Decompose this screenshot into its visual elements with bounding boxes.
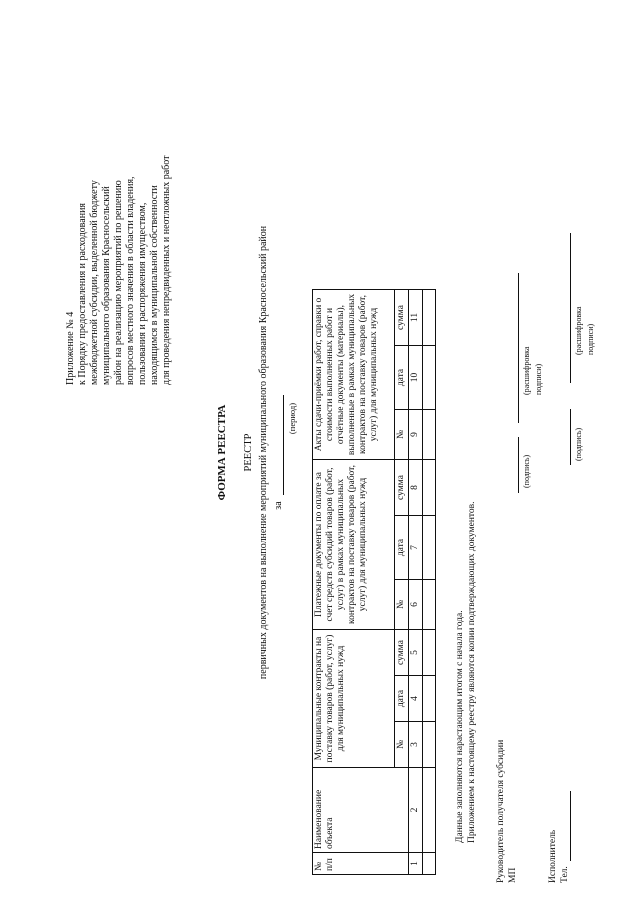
index-cell: 9: [409, 410, 423, 460]
appendix-line: район на реализацию мероприятий по решению: [113, 180, 124, 385]
head-signature-line: [507, 437, 519, 493]
sub-sum: сумма: [395, 460, 409, 516]
index-cell: 7: [409, 516, 423, 580]
phone-label: Тел.: [560, 866, 570, 883]
sub-date: дата: [395, 346, 409, 410]
head-signature-caption: (подпись): [522, 454, 531, 488]
appendix-line: муниципального образования Красносельский: [101, 186, 112, 385]
index-cell: 3: [409, 722, 423, 768]
registry-title: РЕЕСТР: [243, 433, 254, 472]
period-caption: (период): [287, 402, 297, 435]
executor-signature-line: [559, 409, 571, 465]
head-decode-caption: (расшифровка подписи): [522, 346, 543, 395]
sub-sum: сумма: [395, 290, 409, 346]
appendix-line: межбюджетной субсидии, выделенной бюджету: [89, 180, 100, 385]
registry-subtitle: первичных документов на выполнение мероприятий муниципального образования Красносельский район: [258, 225, 269, 680]
header-num: № п/п: [313, 853, 409, 875]
executor-decode-caption: (расшифровка подписи): [574, 306, 595, 355]
mp-label: МП: [508, 867, 518, 883]
sub-no: №: [395, 580, 409, 630]
head-decode-line: [507, 273, 519, 423]
executor-label: Исполнитель: [548, 829, 558, 883]
index-cell: 6: [409, 580, 423, 630]
sub-date: дата: [395, 676, 409, 722]
index-cell: 5: [409, 630, 423, 676]
form-title: ФОРМА РЕЕСТРА: [216, 404, 228, 501]
appendix-line: вопросов местного значения в области владения,: [125, 176, 136, 385]
head-label: Руководитель получателя субсидии: [496, 739, 506, 883]
appendix-block: [65, 65, 173, 385]
header-payments: Платежные документы по оплате за счет средств субсидий товаров (работ, услуг) в рамках муниципальных контрактов на поставку товаров (работ, услуг) для муниципальных нужд: [313, 460, 395, 630]
index-cell: 11: [409, 290, 423, 346]
sub-no: №: [395, 410, 409, 460]
note-line: Данные заполняются нарастающим итогом с начала года.: [455, 610, 465, 843]
period-prefix: за: [273, 501, 284, 510]
index-cell: 2: [409, 768, 423, 853]
sub-date: дата: [395, 516, 409, 580]
note-line: Приложением к настоящему реестру являются копии подтверждающих документов.: [467, 501, 477, 843]
period-row: [272, 0, 284, 905]
sub-sum: сумма: [395, 630, 409, 676]
executor-decode-line: [559, 233, 571, 383]
header-object: Наименование объекта: [313, 768, 409, 853]
index-cell: 10: [409, 346, 423, 410]
table-row: [423, 290, 436, 875]
registry-table: [312, 289, 436, 875]
executor-signature-caption: (подпись): [574, 427, 583, 461]
notes-block: [454, 501, 478, 843]
phone-line: [559, 791, 571, 861]
appendix-line: находящимся в муниципальной собственности: [149, 185, 160, 385]
signature-block: [495, 306, 595, 883]
appendix-line: Приложение № 4: [65, 311, 76, 385]
appendix-line: пользования и распоряжения имуществом,: [137, 202, 148, 385]
index-cell: 1: [409, 853, 423, 875]
header-acts: Акты сдачи-приёмки работ, справки о стоимости выполненных работ и отчётные документы (материалы), выполненные в рамках муниципальных контрактов на поставку товаров (работ, услуг) для муниципальных нужд: [313, 290, 395, 460]
index-cell: 4: [409, 676, 423, 722]
appendix-line: к Порядку предоставления и расходования: [77, 202, 88, 385]
period-blank: [272, 395, 284, 495]
index-cell: 8: [409, 460, 423, 516]
appendix-line: для проведения непредвиденных и неотложных работ: [161, 155, 172, 385]
header-contracts: Муниципальные контракты на поставку товаров (работ, услуг) для муниципальных нужд: [313, 630, 395, 768]
sub-no: №: [395, 722, 409, 768]
